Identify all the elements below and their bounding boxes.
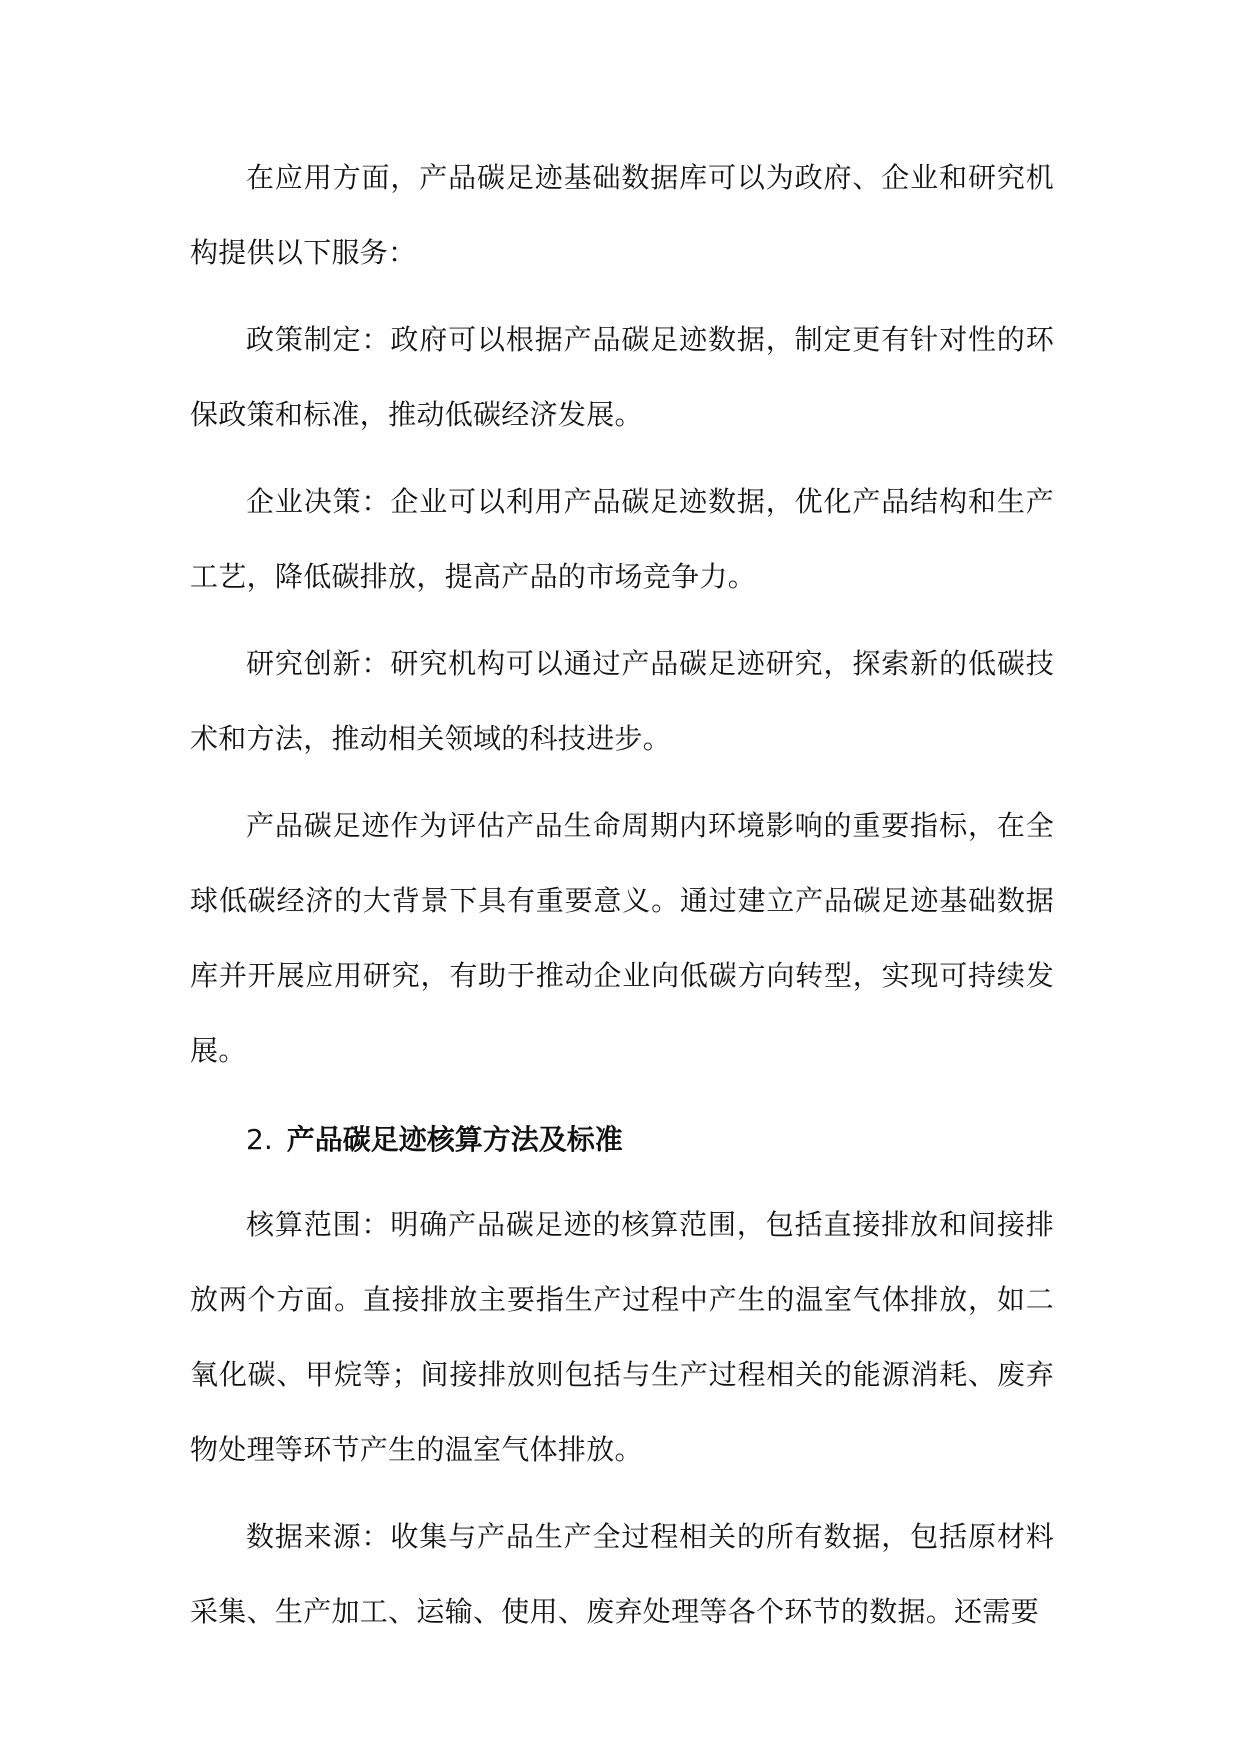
paragraph-enterprise-decision: 企业决策：企业可以利用产品碳足迹数据，优化产品结构和生产工艺，降低碳排放，提高产品的市场竞争力。 [190, 485, 1054, 593]
document-body [190, 140, 1054, 1661]
paragraph-research-innovation: 研究创新：研究机构可以通过产品碳足迹研究，探索新的低碳技术和方法，推动相关领域的科技进步。 [190, 647, 1054, 755]
paragraph-accounting-scope: 核算范围：明确产品碳足迹的核算范围，包括直接排放和间接排放两个方面。直接排放主要指生产过程中产生的温室气体排放，如二氧化碳、甲烷等；间接排放则包括与生产过程相关的能源消耗、废弃物处理等环节产生的温室气体排放。 [190, 1208, 1054, 1466]
paragraph-data-source: 数据来源：收集与产品生产全过程相关的所有数据，包括原材料采集、生产加工、运输、使用、废弃处理等各个环节的数据。还需要 [190, 1520, 1054, 1628]
section-title: 产品碳足迹核算方法及标准 [286, 1123, 623, 1156]
paragraph-summary: 产品碳足迹作为评估产品生命周期内环境影响的重要指标，在全球低碳经济的大背景下具有重要意义。通过建立产品碳足迹基础数据库并开展应用研究，有助于推动企业向低碳方向转型，实现可持续发展。 [190, 809, 1054, 1067]
paragraph-policy-making: 政策制定：政府可以根据产品碳足迹数据，制定更有针对性的环保政策和标准，推动低碳经济发展。 [190, 323, 1054, 431]
section-heading [190, 1102, 1054, 1177]
section-number: 2. [246, 1123, 273, 1156]
paragraph-application-intro: 在应用方面，产品碳足迹基础数据库可以为政府、企业和研究机构提供以下服务： [190, 161, 1054, 269]
